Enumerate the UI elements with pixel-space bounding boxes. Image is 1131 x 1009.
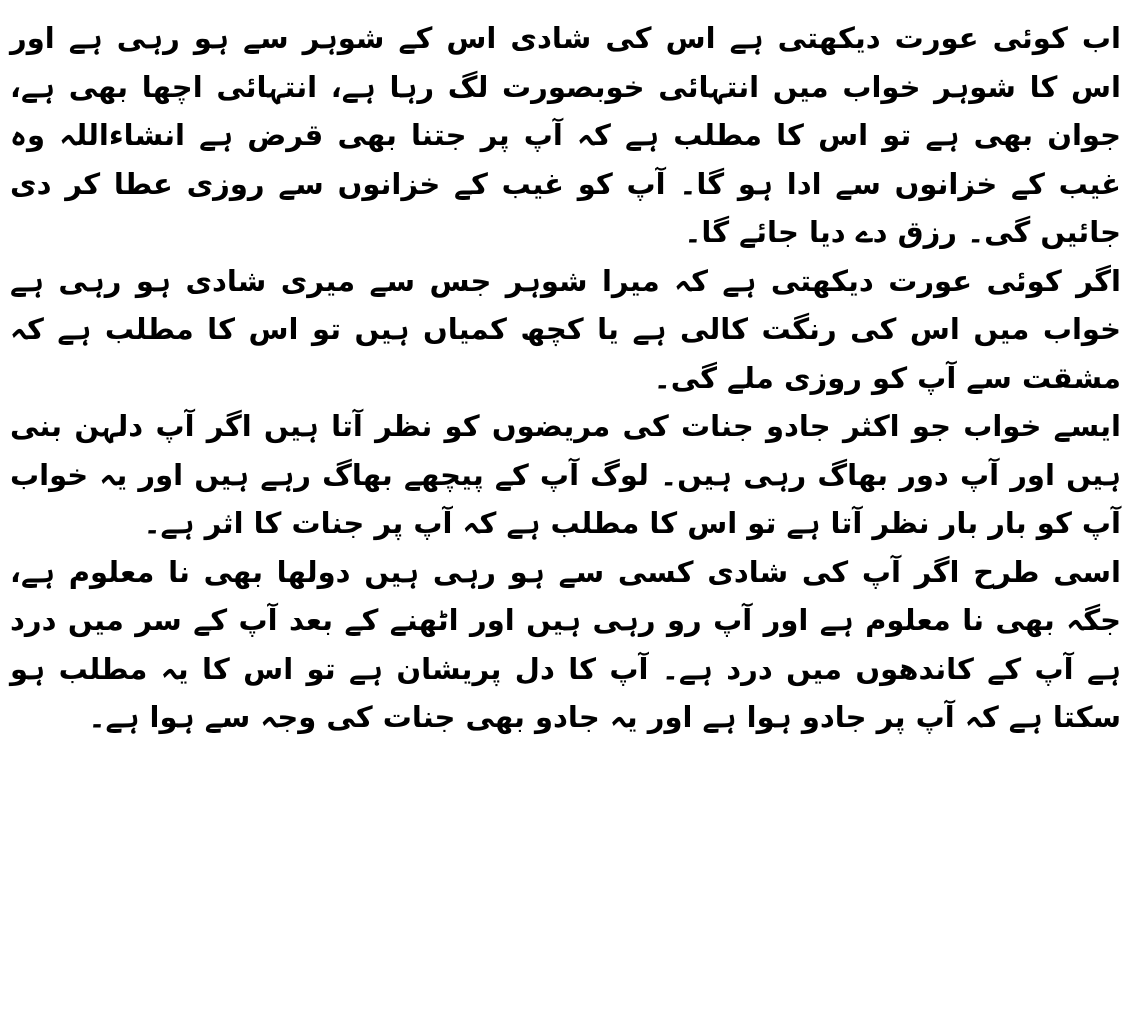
paragraph-4: اسی طرح اگر آپ کی شادی کسی سے ہو رہی ہیں دولھا بھی نا معلوم ہے، جگہ بھی نا معلوم ہے اور آپ رو رہی ہیں اور اٹھنے کے بعد آپ کے سر میں درد ہے آپ کے کاندھوں میں درد ہے۔ آپ کا دل پریشان ہے تو اس کا یہ مطلب ہو سکتا ہے کہ آپ پر جادو ہوا ہے اور یہ جادو بھی جنات کی وجہ سے ہوا ہے۔ bbox=[10, 554, 1121, 734]
paragraph-3: ایسے خواب جو اکثر جادو جنات کی مریضوں کو نظر آتا ہیں اگر آپ دلہن بنی ہیں اور آپ دور بھاگ رہی ہیں۔ لوگ آپ کے پیچھے بھاگ رہے ہیں اور یہ خواب آپ کو بار بار نظر آتا ہے تو اس کا مطلب ہے کہ آپ پر جنات کا اثر ہے۔ bbox=[10, 409, 1121, 540]
paragraph-2: اگر کوئی عورت دیکھتی ہے کہ میرا شوہر جس سے میری شادی ہو رہی ہے خواب میں اس کی رنگت کالی ہے یا کچھ کمیاں ہیں تو اس کا مطلب ہے کہ مشقت سے آپ کو روزی ملے گی۔ bbox=[10, 263, 1121, 395]
paragraph-1: اب کوئی عورت دیکھتی ہے اس کی شادی اس کے شوہر سے ہو رہی ہے اور اس کا شوہر خواب میں انتہائی خوبصورت لگ رہا ہے، انتہائی اچھا بھی ہے، جوان بھی ہے تو اس کا مطلب ہے کہ آپ پر جتنا بھی قرض ہے انشاءاللہ وہ غیب کے خزانوں سے ادا ہو گا۔ آپ کو غیب کے خزانوں سے روزی عطا کر دی جائیں گی۔ رزق دے دیا جائے گا۔ bbox=[10, 21, 1121, 249]
